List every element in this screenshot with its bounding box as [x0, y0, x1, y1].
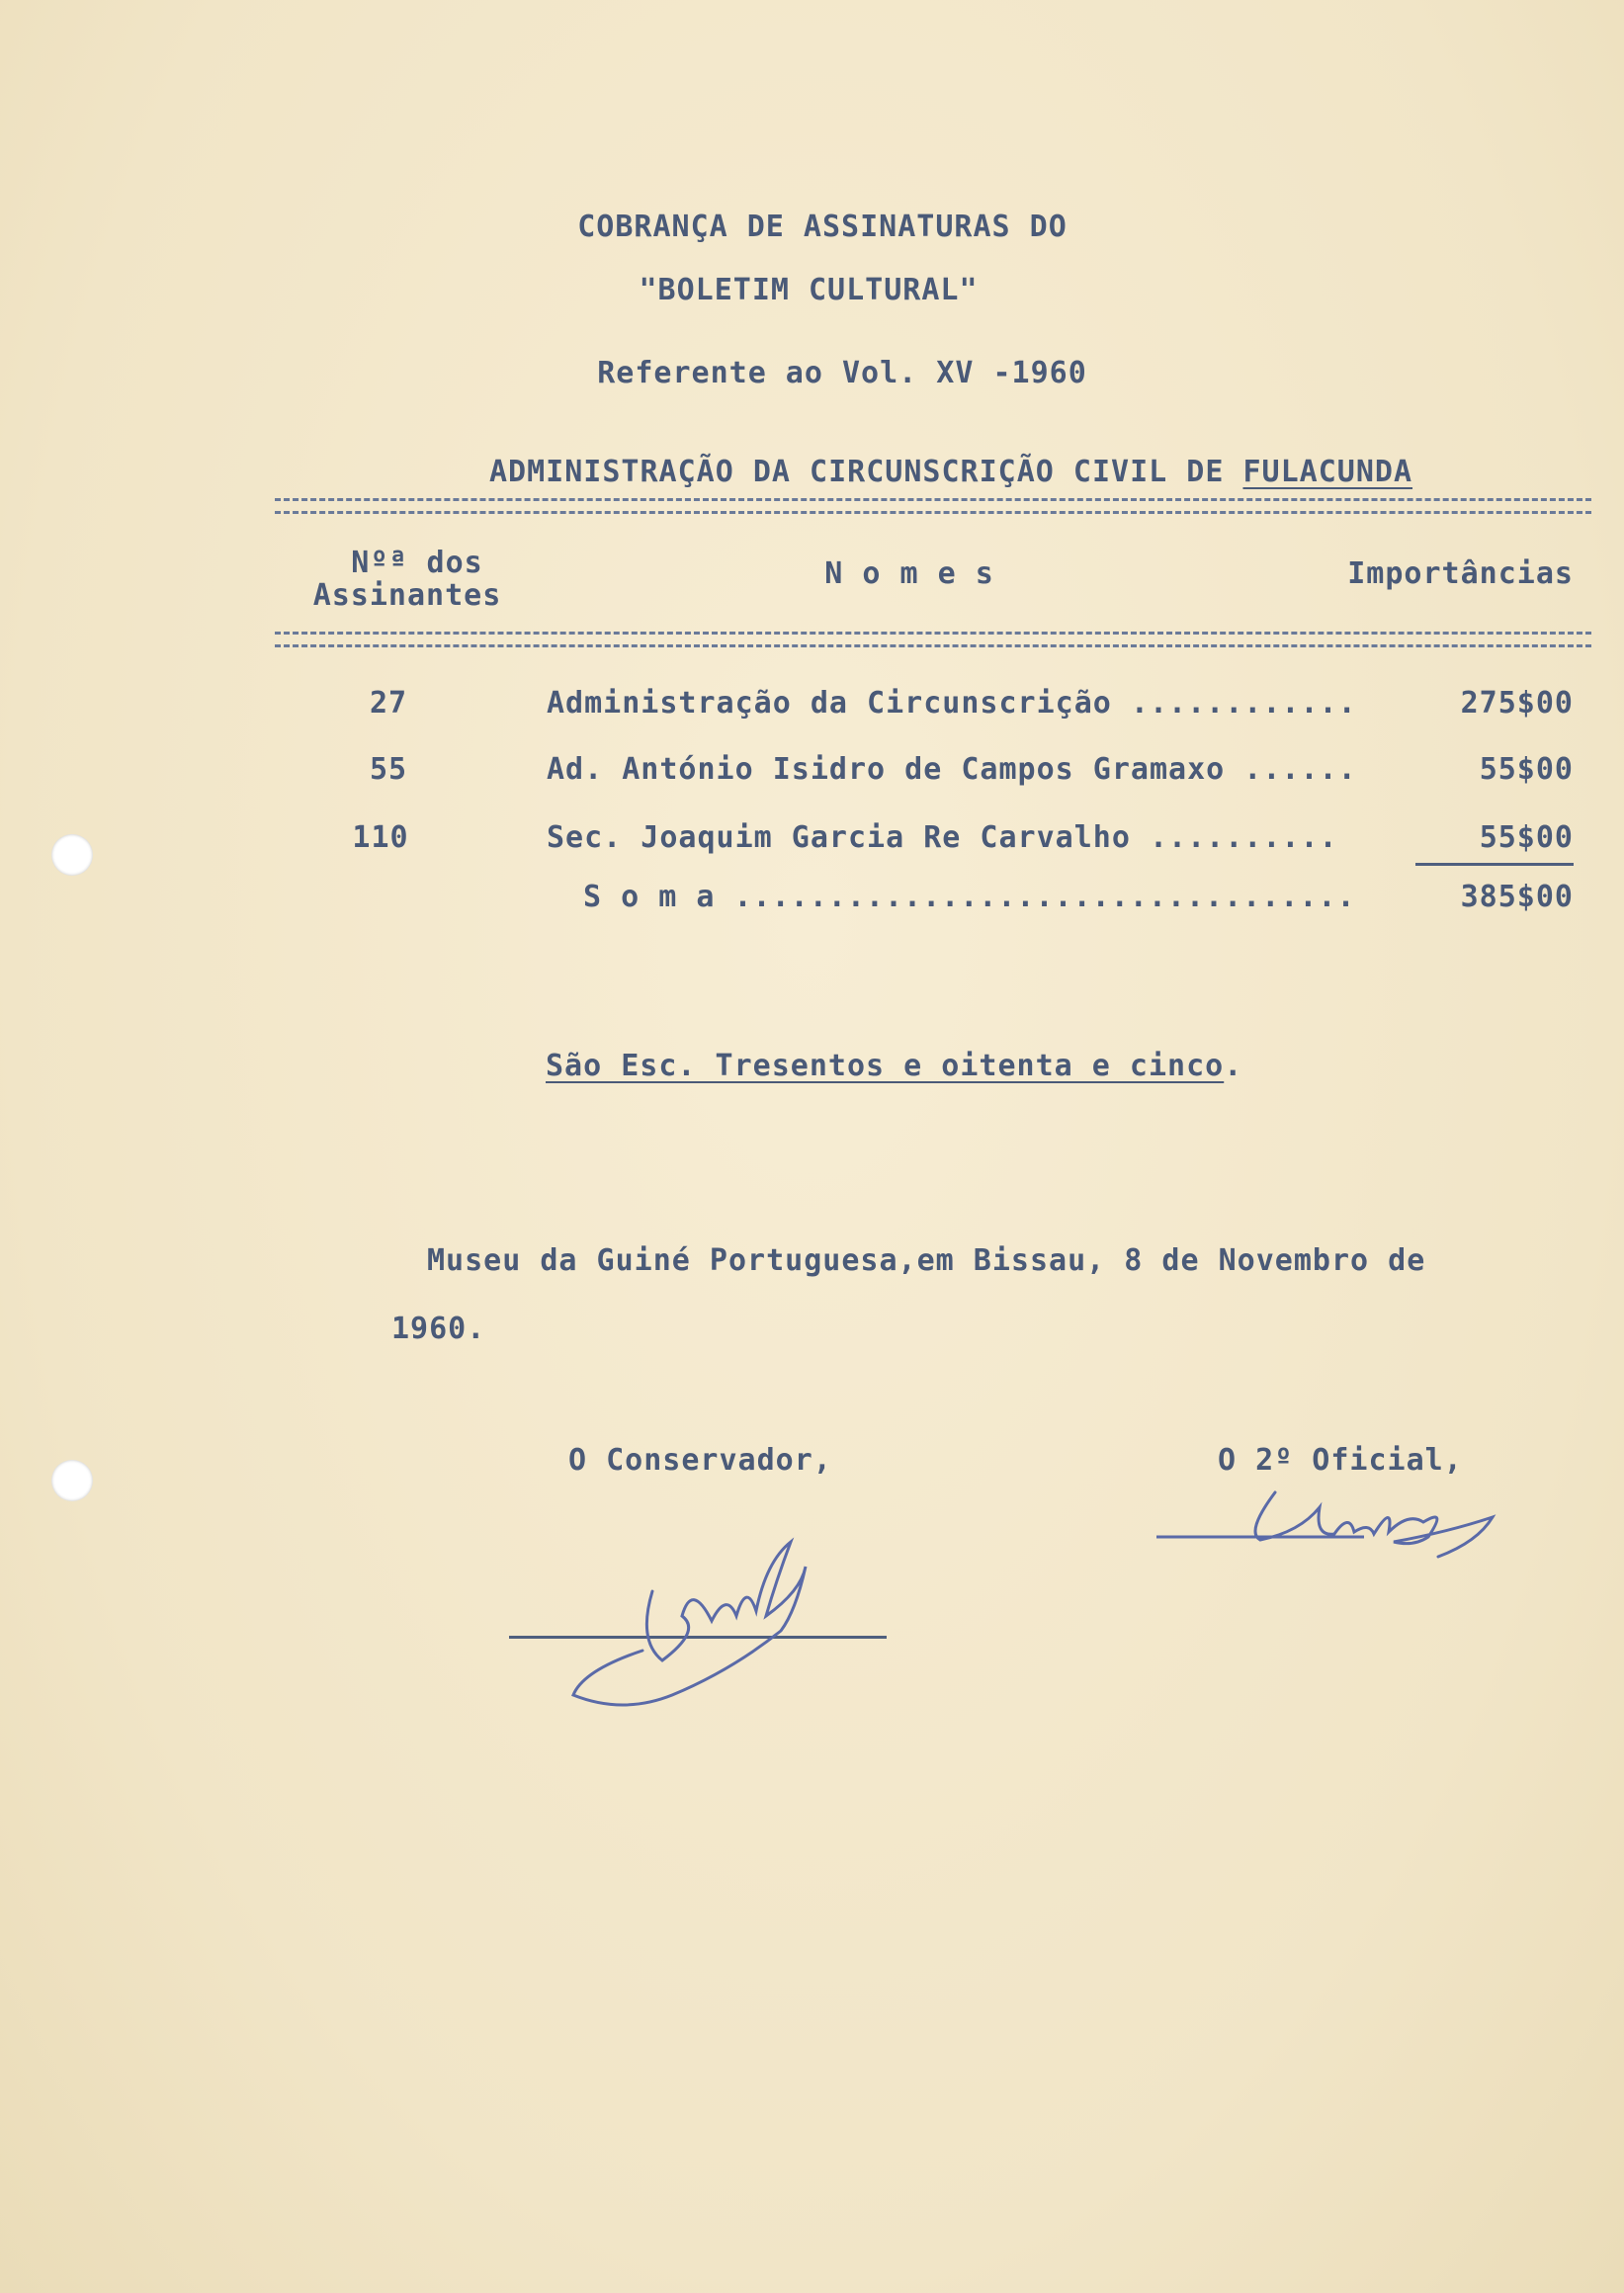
double-rule-top — [275, 498, 1591, 514]
row-name: Sec. Joaquim Garcia Re Carvalho .......... — [547, 820, 1338, 855]
row-amount: 275$00 — [1460, 686, 1574, 721]
subtotal-underline — [1415, 863, 1574, 866]
row-number: 27 — [369, 686, 408, 721]
punch-hole-bottom — [51, 1460, 93, 1501]
total-label: S o m a ................................. — [583, 880, 1356, 914]
amount-in-words-text: São Esc. Tresentos e oitenta e cinco — [546, 1049, 1225, 1083]
col-header-number-line1: Nºª dos — [351, 546, 483, 580]
row-name: Administração da Circunscrição ............ — [547, 686, 1357, 721]
signature-title-oficial: O 2º Oficial, — [1218, 1443, 1463, 1478]
col-header-number-line2: Assinantes — [312, 578, 502, 613]
col-header-amounts: Importâncias — [1347, 556, 1574, 591]
row-name: Ad. António Isidro de Campos Gramaxo ...... — [547, 752, 1357, 787]
administration-line — [489, 455, 1412, 489]
row-number: 55 — [369, 752, 408, 787]
signature-conservador — [554, 1522, 850, 1710]
signature-title-conservador: O Conservador, — [568, 1443, 832, 1478]
row-amount: 55$00 — [1479, 820, 1574, 855]
place-date-line1: Museu da Guiné Portuguesa,em Bissau, 8 de Novembro de — [427, 1243, 1426, 1278]
signature-oficial — [1152, 1463, 1527, 1571]
administration-prefix: ADMINISTRAÇÃO DA CIRCUNSCRIÇÃO CIVIL DE — [489, 455, 1243, 489]
header-publication: "BOLETIM CULTURAL" — [639, 273, 979, 307]
total-amount: 385$00 — [1460, 880, 1574, 914]
row-amount: 55$00 — [1479, 752, 1574, 787]
place-date-line2: 1960. — [391, 1312, 486, 1346]
header-title: COBRANÇA DE ASSINATURAS DO — [577, 210, 1068, 244]
row-number: 110 — [352, 820, 409, 855]
header-reference: Referente ao Vol. XV -1960 — [597, 356, 1087, 390]
administration-place: FULACUNDA — [1242, 455, 1413, 489]
col-header-names: N o m e s — [824, 556, 994, 591]
punch-hole-top — [51, 834, 93, 876]
double-rule-bottom — [275, 632, 1591, 647]
amount-in-words: São Esc. Tresentos e oitenta e cinco. — [546, 1049, 1243, 1083]
